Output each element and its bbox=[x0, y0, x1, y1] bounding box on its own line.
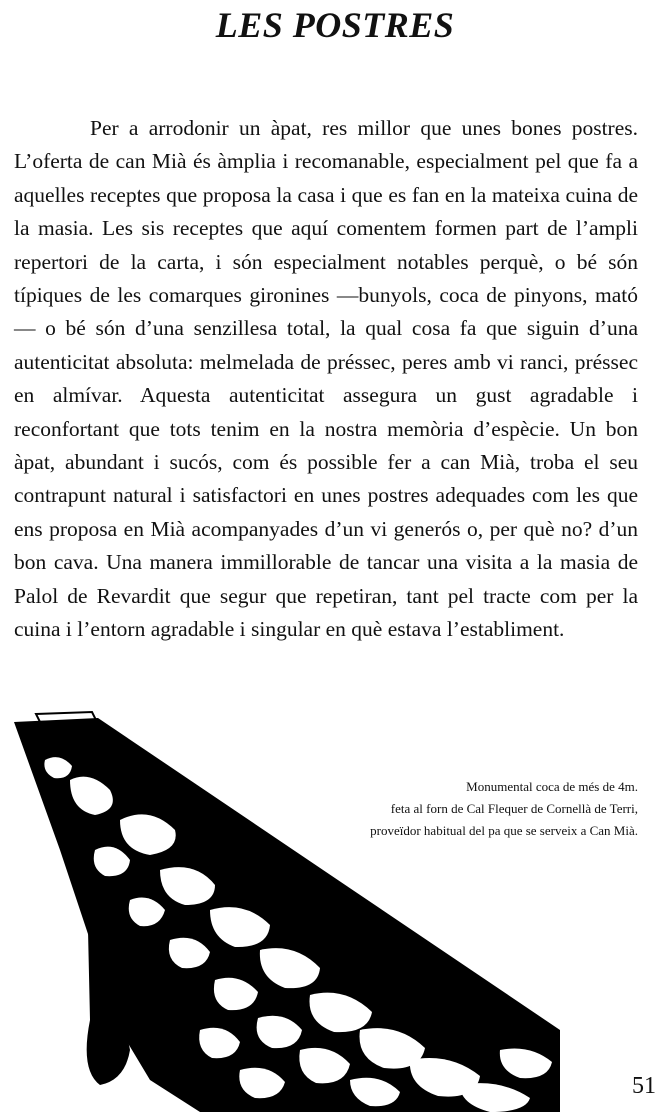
page-title: LES POSTRES bbox=[215, 5, 455, 45]
page-number: 51 bbox=[632, 1073, 656, 1099]
caption-line-3: proveïdor habitual del pa que se serveix a Can Mià. bbox=[370, 823, 638, 838]
caption-line-2: feta al forn de Cal Flequer de Cornellà de Terri, bbox=[390, 801, 638, 816]
coca-photo bbox=[0, 700, 560, 1112]
body-paragraph: Per a arrodonir un àpat, res millor que unes bones postres. L’oferta de can Mià és àmplia i recomanable, especialment pel que fa a aquelles receptes que proposa la casa i que es fan en la mateixa cuina de la masia. Les sis receptes que aquí comentem formen part de l’ampli repertori de la carta, i són especialment notables perquè, o bé són típiques de les comarques gironines —bunyols, coca de pinyons, mató— o bé són d’una senzillesa total, la qual cosa fa que siguin d’una autenticitat absoluta: melmelada de préssec, peres amb vi ranci, préssec en almívar. Aquesta autenticitat assegura un gust agradable i reconfortant que tots tenim en la nostra memòria d’espècie. Un bon àpat, abundant i sucós, com és possible fer a can Mià, troba el seu contrapunt natural i satisfactori en unes postres adequades com les que ens proposa en Mià acompanyades d’un vi generós o, per què no? d’un bon cava. Una manera immillorable de tancar una visita a la masia de Palol de Revardit que segur que repetiran, tant pel tracte com per la cuina i l’entorn agradable i singular en què estava l’establiment. bbox=[14, 116, 638, 642]
caption-line-1: Monumental coca de més de 4m. bbox=[466, 779, 638, 794]
photo-caption bbox=[278, 776, 638, 842]
